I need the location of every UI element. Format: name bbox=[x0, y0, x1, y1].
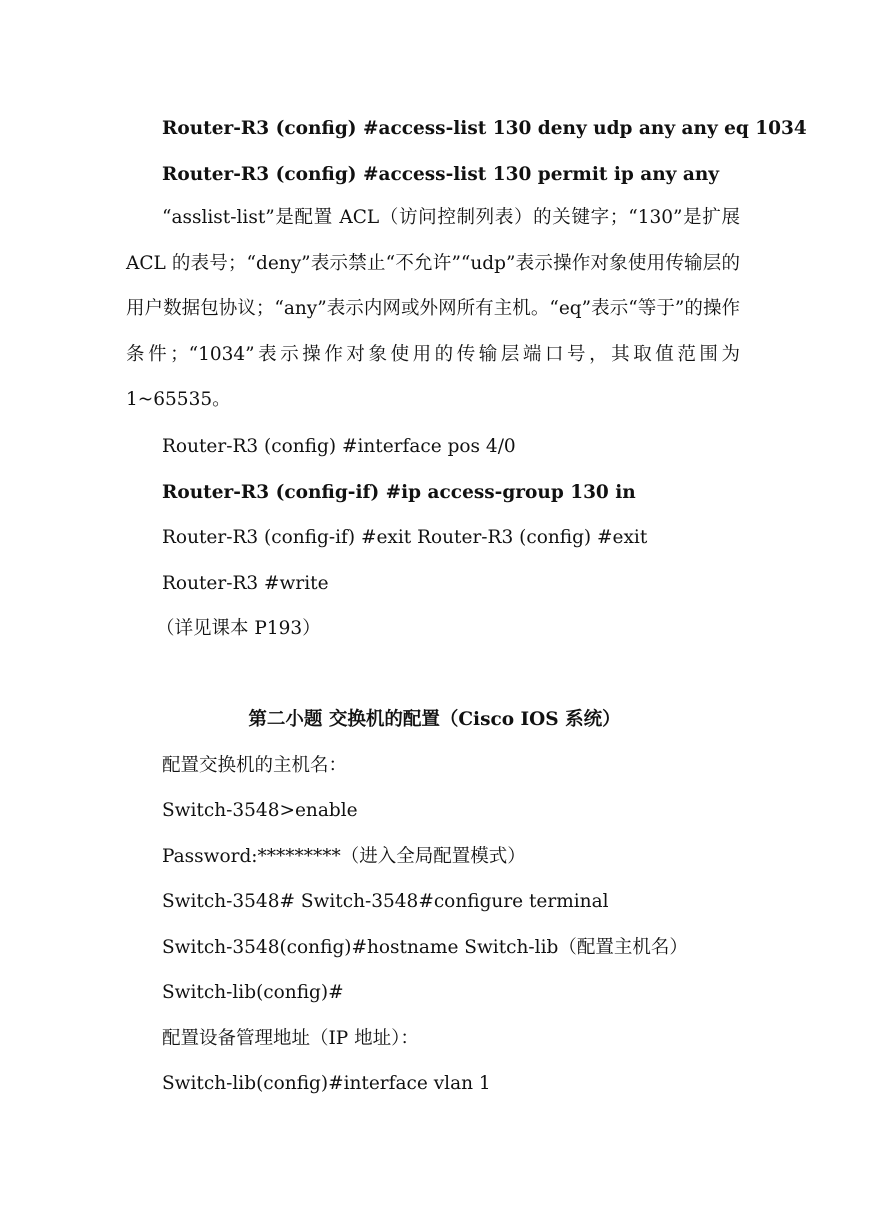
command-deny-udp: Router-R3 (config) #access-list 130 deny udp any any eq 1034 bbox=[162, 118, 807, 139]
command-prompt: Switch-lib(config)# bbox=[162, 982, 344, 1003]
hostname-intro: 配置交换机的主机名： bbox=[162, 755, 348, 776]
reference-note: （详见课本 P193） bbox=[156, 618, 321, 639]
command-interface-vlan: Switch-lib(config)#interface vlan 1 bbox=[162, 1073, 491, 1094]
command-permit-ip: Router-R3 (config) #access-list 130 permit ip any any bbox=[162, 164, 720, 185]
explanation-paragraph: “asslist-list”是配置 ACL（访问控制列表）的关键字；“130”是扩展 ACL 的表号；“deny”表示禁止“不允许”“udp”表示操作对象使用传输层的用户数据包协议；“any”表示内网或外网所有主机。“eq”表示“等于”的操作条件；“1034”表示操作对象使用的传输层端口号，其取值范围为 1~65535。 bbox=[126, 207, 740, 410]
command-password: Password:*********（进入全局配置模式） bbox=[162, 846, 526, 867]
command-exit: Router-R3 (config-if) #exit Router-R3 (config) #exit bbox=[162, 527, 648, 548]
command-enable: Switch-3548>enable bbox=[162, 800, 358, 821]
command-configure: Switch-3548# Switch-3548#configure terminal bbox=[162, 891, 609, 912]
command-write: Router-R3 #write bbox=[162, 573, 329, 594]
mgmt-intro: 配置设备管理地址（IP 地址）： bbox=[162, 1028, 419, 1049]
command-access-group: Router-R3 (config-if) #ip access-group 130 in bbox=[162, 482, 636, 503]
command-hostname: Switch-3548(config)#hostname Switch-lib（配置主机名） bbox=[162, 937, 688, 958]
command-interface-pos: Router-R3 (config) #interface pos 4/0 bbox=[162, 436, 516, 457]
section-title: 第二小题 交换机的配置（Cisco IOS 系统） bbox=[248, 709, 621, 730]
